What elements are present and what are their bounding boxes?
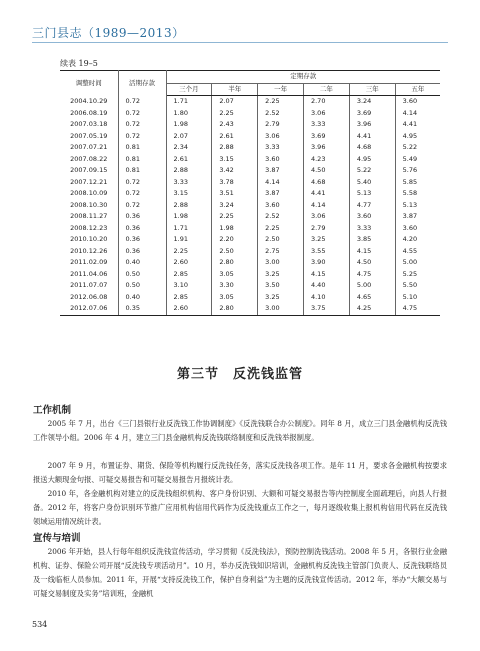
rate-cell: 3.06 — [258, 131, 304, 143]
rate-cell: 3.87 — [258, 165, 304, 177]
rate-cell: 3.60 — [258, 154, 304, 166]
rate-cell: 2.25 — [212, 211, 258, 223]
rate-cell: 3.60 — [258, 200, 304, 212]
date-cell: 2007.03.18 — [60, 119, 118, 131]
rate-cell: 2.79 — [258, 119, 304, 131]
date-cell: 2007.05.19 — [60, 131, 118, 143]
rate-cell: 2.61 — [166, 154, 212, 166]
rate-cell: 2.34 — [166, 142, 212, 154]
rate-cell: 3.15 — [166, 188, 212, 200]
rate-cell: 2.25 — [212, 108, 258, 120]
date-cell: 2004.10.29 — [60, 96, 118, 108]
rate-cell: 3.60 — [395, 96, 440, 108]
rate-cell: 1.98 — [212, 223, 258, 235]
rate-cell: 0.50 — [118, 269, 166, 281]
rate-cell: 2.25 — [258, 223, 304, 235]
rate-cell: 4.50 — [349, 257, 395, 269]
rate-cell: 3.87 — [258, 188, 304, 200]
rate-cell: 0.36 — [118, 234, 166, 246]
rate-cell: 5.25 — [395, 269, 440, 281]
rate-cell: 3.78 — [212, 177, 258, 189]
rate-cell: 0.72 — [118, 96, 166, 108]
rate-cell: 4.50 — [303, 165, 349, 177]
table-row — [60, 269, 440, 281]
rate-cell: 3.90 — [303, 257, 349, 269]
rate-cell: 2.52 — [258, 211, 304, 223]
rate-cell: 3.00 — [258, 257, 304, 269]
rate-cell: 2.20 — [212, 234, 258, 246]
rate-cell: 3.51 — [212, 188, 258, 200]
rate-cell: 0.81 — [118, 154, 166, 166]
section-title — [0, 363, 480, 382]
rate-cell: 0.35 — [118, 303, 166, 315]
rate-cell: 3.06 — [303, 108, 349, 120]
column-group-fixed-deposit: 定期存款 — [166, 71, 440, 84]
rate-cell: 4.75 — [349, 269, 395, 281]
date-cell: 2008.11.27 — [60, 211, 118, 223]
date-cell: 2007.08.22 — [60, 154, 118, 166]
rate-cell: 3.33 — [258, 142, 304, 154]
table-caption: 续表 19–5 — [60, 59, 98, 68]
date-cell: 2012.07.06 — [60, 303, 118, 315]
table-row — [60, 200, 440, 212]
date-cell: 2010.12.26 — [60, 246, 118, 258]
rate-cell: 4.10 — [303, 292, 349, 304]
rate-cell: 4.77 — [349, 200, 395, 212]
rate-cell: 4.14 — [258, 177, 304, 189]
table-row — [60, 142, 440, 154]
date-cell: 2011.02.09 — [60, 257, 118, 269]
interest-rate-table — [60, 70, 440, 316]
table-row — [60, 154, 440, 166]
rate-cell: 2.88 — [166, 200, 212, 212]
rate-cell: 0.36 — [118, 246, 166, 258]
rate-cell: 3.69 — [303, 131, 349, 143]
rate-cell: 2.25 — [166, 246, 212, 258]
date-cell: 2007.07.21 — [60, 142, 118, 154]
rate-cell: 3.60 — [395, 223, 440, 235]
rate-cell: 5.49 — [395, 154, 440, 166]
rate-cell: 5.76 — [395, 165, 440, 177]
table-row — [60, 303, 440, 315]
rate-cell: 3.06 — [303, 211, 349, 223]
paragraph: 2005 年 7 月，出台《三门县银行业反洗钱工作协调制度》《反洗钱联合办公制度》。同年 8 月，成立三门县金融机构反洗钱工作领导小组。2006 年 4 月，建立三门县金融机构反洗钱联络制度和反洗钱举报制度。 — [33, 419, 447, 442]
rate-cell: 4.68 — [349, 142, 395, 154]
table-row — [60, 292, 440, 304]
table-row — [60, 246, 440, 258]
rate-cell: 3.10 — [166, 280, 212, 292]
rate-cell: 3.24 — [212, 200, 258, 212]
subsection-heading: 工作机制 — [33, 405, 72, 416]
rate-cell: 1.98 — [166, 211, 212, 223]
rate-cell: 2.60 — [166, 257, 212, 269]
table-row — [60, 223, 440, 235]
rate-cell: 4.23 — [303, 154, 349, 166]
rate-cell: 3.33 — [303, 119, 349, 131]
rate-cell: 5.00 — [349, 280, 395, 292]
rate-cell: 2.43 — [212, 119, 258, 131]
rate-cell: 3.24 — [349, 96, 395, 108]
rate-cell: 4.15 — [303, 269, 349, 281]
rate-cell: 2.61 — [212, 131, 258, 143]
rate-cell: 0.81 — [118, 142, 166, 154]
rate-cell: 4.41 — [395, 119, 440, 131]
column-header-term: 二年 — [303, 83, 349, 96]
column-header-term: 一年 — [258, 83, 304, 96]
rate-cell: 1.98 — [166, 119, 212, 131]
rate-cell: 4.14 — [395, 108, 440, 120]
date-cell: 2006.08.19 — [60, 108, 118, 120]
date-cell: 2008.12.23 — [60, 223, 118, 235]
table-row — [60, 119, 440, 131]
rate-cell: 1.80 — [166, 108, 212, 120]
rate-cell: 3.33 — [166, 177, 212, 189]
rate-cell: 3.69 — [349, 108, 395, 120]
table-row — [60, 257, 440, 269]
rate-cell: 4.75 — [395, 303, 440, 315]
rate-cell: 5.13 — [395, 200, 440, 212]
column-header-term: 半年 — [212, 83, 258, 96]
rate-cell: 5.58 — [395, 188, 440, 200]
rate-cell: 5.10 — [395, 292, 440, 304]
column-header-term: 五年 — [395, 83, 440, 96]
rate-cell: 3.60 — [349, 211, 395, 223]
rate-cell: 3.50 — [258, 280, 304, 292]
column-header-term: 三个月 — [166, 83, 212, 96]
paragraph: 2007 年 9 月，布置证券、期货、保险等机构履行反洗钱任务，落实反洗钱各项工作。是年 11 月，要求各金融机构按要求报送大额现金句报、可疑交易报告和可疑交易报告月报统计表。 — [33, 461, 447, 484]
rate-cell: 0.72 — [118, 177, 166, 189]
subsection-heading: 宣传与培训 — [33, 533, 81, 544]
rate-cell: 0.72 — [118, 200, 166, 212]
rate-cell: 0.40 — [118, 292, 166, 304]
rate-cell: 2.07 — [212, 96, 258, 108]
rate-cell: 3.15 — [212, 154, 258, 166]
running-header: 三门县志（1989—2013） — [32, 26, 185, 40]
rate-cell: 0.72 — [118, 188, 166, 200]
date-cell: 2007.09.15 — [60, 165, 118, 177]
rate-cell: 4.40 — [303, 280, 349, 292]
date-cell: 2007.12.21 — [60, 177, 118, 189]
rate-cell: 1.71 — [166, 96, 212, 108]
rate-cell: 4.68 — [303, 177, 349, 189]
rate-cell: 0.36 — [118, 223, 166, 235]
rate-cell: 4.15 — [349, 246, 395, 258]
rate-cell: 3.85 — [349, 234, 395, 246]
rate-cell: 2.07 — [166, 131, 212, 143]
date-cell: 2010.10.20 — [60, 234, 118, 246]
table-row — [60, 177, 440, 189]
rate-cell: 2.88 — [166, 165, 212, 177]
rate-cell: 0.72 — [118, 119, 166, 131]
rate-cell: 3.25 — [258, 292, 304, 304]
rate-cell: 3.42 — [212, 165, 258, 177]
rate-cell: 3.05 — [212, 269, 258, 281]
rate-cell: 0.40 — [118, 257, 166, 269]
rate-cell: 3.55 — [303, 246, 349, 258]
paragraph: 2006 年开始，县人行每年组织反洗钱宣传活动，学习贯彻《反洗钱法》，预防控制洗钱活动。2008 年 5 月，各银行业金融机构、证券、保险公司开展“反洗钱专项活动月”。10 月，举办反洗钱知识培训，金融机构反洗钱主管部门负责人、反洗钱联络员及一线临柜人员参加。2011 年，开展“支持反洗钱工作，保护自身利益”为主题的反洗钱宣传活动。2012 年，举办“大额交易与可疑交易制度及实务”培训班，金融机 — [33, 547, 447, 598]
page-number: 534 — [32, 620, 48, 629]
rate-cell: 2.88 — [212, 142, 258, 154]
rate-cell: 4.41 — [349, 131, 395, 143]
rate-cell: 2.80 — [212, 257, 258, 269]
rate-cell: 3.05 — [212, 292, 258, 304]
column-header-demand-deposit: 活期存款 — [118, 71, 166, 96]
rate-cell: 4.14 — [303, 200, 349, 212]
rate-cell: 3.30 — [212, 280, 258, 292]
header-rule — [32, 42, 448, 43]
rate-cell: 4.55 — [395, 246, 440, 258]
rate-cell: 3.25 — [258, 269, 304, 281]
section-number: 第三节 — [176, 367, 219, 382]
rate-cell: 2.52 — [258, 108, 304, 120]
rate-cell: 2.60 — [166, 303, 212, 315]
rate-cell: 4.20 — [395, 234, 440, 246]
date-cell: 2008.10.09 — [60, 188, 118, 200]
rate-cell: 5.85 — [395, 177, 440, 189]
rate-cell: 5.22 — [395, 142, 440, 154]
rate-cell: 0.72 — [118, 108, 166, 120]
rate-cell: 0.50 — [118, 280, 166, 292]
rate-cell: 3.75 — [303, 303, 349, 315]
rate-cell: 0.81 — [118, 165, 166, 177]
rate-cell: 2.50 — [212, 246, 258, 258]
rate-cell: 2.85 — [166, 292, 212, 304]
table-row — [60, 280, 440, 292]
rate-cell: 1.91 — [166, 234, 212, 246]
rate-cell: 4.41 — [303, 188, 349, 200]
rate-cell: 2.70 — [303, 96, 349, 108]
rate-cell: 5.13 — [349, 188, 395, 200]
section-name: 反洗钱监管 — [233, 367, 304, 382]
rate-cell: 4.65 — [349, 292, 395, 304]
table-row — [60, 108, 440, 120]
rate-cell: 3.96 — [303, 142, 349, 154]
date-cell: 2008.10.30 — [60, 200, 118, 212]
rate-cell: 3.00 — [258, 303, 304, 315]
rate-cell: 5.22 — [349, 165, 395, 177]
rate-cell: 2.25 — [258, 96, 304, 108]
table-row — [60, 96, 440, 108]
date-cell: 2011.04.06 — [60, 269, 118, 281]
rate-cell: 2.79 — [303, 223, 349, 235]
rate-cell: 0.36 — [118, 211, 166, 223]
rate-cell: 4.25 — [349, 303, 395, 315]
rate-cell: 3.96 — [349, 119, 395, 131]
rate-cell: 3.87 — [395, 211, 440, 223]
rate-cell: 5.00 — [395, 257, 440, 269]
rate-cell: 2.50 — [258, 234, 304, 246]
column-header-term: 三年 — [349, 83, 395, 96]
paragraph: 2010 年，各金融机构对建立的反洗钱组织机构、客户身份识别、大额和可疑交易报告等内控制度全面疏理后，向县人行报备。2012 年，将客户身份识别环节推广应用机构信用代码作为反洗钱重点工作之一，每月逐级收集上报机构信用代码在反洗钱领域运用情况统计表。 — [33, 489, 447, 526]
rate-cell: 3.33 — [349, 223, 395, 235]
date-cell: 2011.07.07 — [60, 280, 118, 292]
rate-cell: 0.72 — [118, 131, 166, 143]
rate-cell: 2.75 — [258, 246, 304, 258]
rate-cell: 5.40 — [349, 177, 395, 189]
rate-cell: 4.95 — [395, 131, 440, 143]
table-row — [60, 211, 440, 223]
rate-cell: 3.25 — [303, 234, 349, 246]
rate-cell: 1.71 — [166, 223, 212, 235]
table-row — [60, 188, 440, 200]
column-header-date: 调整时间 — [60, 71, 118, 96]
table-row — [60, 165, 440, 177]
table-row — [60, 131, 440, 143]
table-row — [60, 234, 440, 246]
date-cell: 2012.06.08 — [60, 292, 118, 304]
rate-cell: 5.50 — [395, 280, 440, 292]
rate-cell: 2.85 — [166, 269, 212, 281]
rate-cell: 2.80 — [212, 303, 258, 315]
rate-cell: 4.95 — [349, 154, 395, 166]
